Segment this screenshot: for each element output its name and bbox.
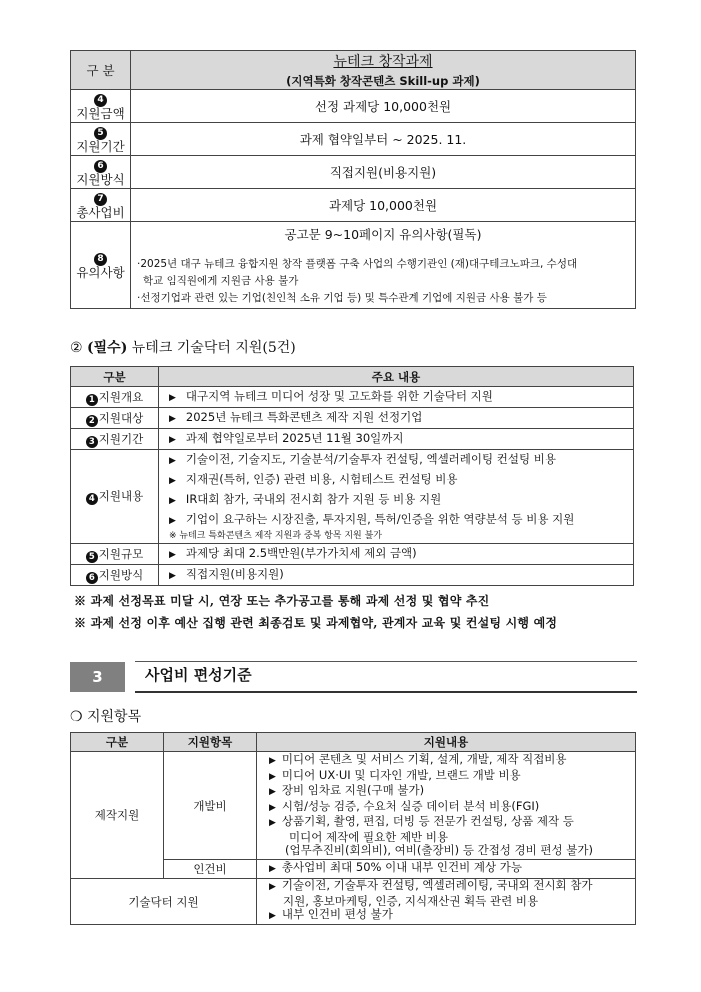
selection-note-1: ※ 과제 선정목표 미달 시, 연장 또는 추가공고를 통해 과제 선정 및 협약 추진 (74, 594, 490, 608)
triangle-bullet-icon: ▶ (269, 802, 276, 813)
row-value-period: 과제 협약일부터 ~ 2025. 11. (131, 123, 636, 156)
triangle-bullet-icon: ▶ (269, 818, 276, 829)
list-item (269, 769, 635, 785)
row-label-amount (71, 90, 131, 123)
item-text: 상품기획, 촬영, 편집, 더빙 등 전문가 컨설팅, 상품 제작 등 (281, 814, 574, 829)
list-item (269, 908, 635, 924)
item-text: IR대회 참가, 국내외 전시회 참가 지원 등 비용 지원 (185, 492, 442, 506)
item-text: 미디어 콘텐츠 및 서비스 기획, 설계, 개발, 제작 직접비용 (281, 752, 567, 767)
list-item (169, 490, 633, 510)
circled-number: 6 (86, 572, 98, 584)
circled-number: 4 (86, 493, 98, 505)
section2-heading (70, 337, 296, 357)
support-items-heading: ❍ 지원항목 (70, 709, 142, 725)
list-item (169, 470, 633, 490)
list-item (169, 510, 633, 530)
label-text: 지원기간 (98, 431, 144, 446)
circled-number: 7 (94, 193, 107, 206)
triangle-bullet-icon: ▶ (169, 550, 176, 560)
item-text: 2025년 뉴테크 특화콘텐츠 제작 지원 선정기업 (185, 410, 423, 424)
row-value-method: 직접지원(비용지원) (131, 156, 636, 189)
required-tag: (필수) (87, 340, 128, 356)
row-label-target (71, 408, 159, 429)
list-item-continued: 미디어 제작에 필요한 제반 비용 (289, 829, 449, 844)
label-text: 지원규모 (98, 546, 144, 561)
row-label-method (71, 156, 131, 189)
row-value-budget: 과제당 10,000천원 (131, 189, 636, 222)
circled-number: 5 (94, 127, 107, 140)
triangle-bullet-icon: ▶ (269, 882, 276, 893)
label-text: 지원방식 (76, 172, 125, 187)
col-header-item: 지원항목 (164, 733, 257, 752)
note-2: ·선정기업과 관련 있는 기업(친인척 소유 기업 등) 및 특수관계 기업에 지원금 사용 불가 등 (137, 292, 547, 304)
triangle-bullet-icon: ▶ (269, 787, 276, 798)
triangle-bullet-icon: ▶ (169, 456, 176, 466)
row-value-overview (159, 387, 634, 408)
budget-items-table (70, 732, 636, 925)
triangle-bullet-icon: ▶ (169, 414, 176, 424)
circled-number: 2 (86, 415, 98, 427)
item-text: 기술이전, 기술지도, 기술분석/기술투자 컨설팅, 엑셀러레이팅 컨설팅 비용 (185, 452, 556, 466)
triangle-bullet-icon: ▶ (269, 756, 276, 767)
section3-bottom-rule (135, 691, 637, 693)
section3-top-rule (135, 661, 637, 662)
item-text: 과제당 최대 2.5백만원(부가가치세 제외 금액) (185, 546, 417, 560)
header-label-cell (71, 51, 131, 90)
list-item (269, 800, 635, 816)
triangle-bullet-icon: ▶ (169, 435, 176, 445)
col-header-category: 구분 (71, 733, 164, 752)
circled-number: 8 (94, 253, 107, 266)
row-label-notes (71, 222, 131, 309)
label-text: 지원방식 (98, 567, 144, 582)
list-item-continued: 지원, 홍보마케팅, 인증, 지식재산권 획득 관련 비용 (283, 893, 539, 908)
item-text: 장비 임차료 지원(구매 불가) (281, 783, 425, 798)
label-text: 지원대상 (98, 410, 144, 425)
group-production-support: 제작지원 (71, 752, 164, 879)
section3-number-box: 3 (70, 662, 125, 692)
col-header-content: 지원내용 (257, 733, 636, 752)
item-text: 지재권(특허, 인증) 관련 비용, 시험테스트 컨설팅 비용 (185, 472, 458, 486)
row-label-content (71, 450, 159, 544)
tech-doctor-content (257, 879, 636, 925)
row-label-overview (71, 387, 159, 408)
row-value-notes (131, 222, 636, 309)
note-1-cont: 학교 임직원에게 지원금 사용 불가 (143, 275, 299, 287)
triangle-bullet-icon: ▶ (169, 571, 176, 581)
row-value-target (159, 408, 634, 429)
row-label-period (71, 123, 131, 156)
label-text: 지원기간 (76, 139, 125, 154)
item-text: 기업이 요구하는 시장진출, 투자지원, 특허/인증을 위한 역량분석 등 비용 지원 (185, 512, 575, 526)
triangle-bullet-icon: ▶ (169, 516, 176, 526)
table-title: 뉴테크 창작과제 (333, 54, 433, 70)
item-text: 기술이전, 기술투자 컨설팅, 엑셀러레이팅, 국내외 전시회 참가 (281, 878, 593, 893)
item-development-cost: 개발비 (164, 752, 257, 860)
development-cost-content (257, 752, 636, 860)
col-header-category: 구분 (71, 367, 159, 387)
label-text: 지원내용 (98, 489, 144, 503)
selection-note-2: ※ 과제 선정 이후 예산 집행 관련 최종검토 및 과제협약, 관계자 교육 및 컨설팅 시행 예정 (74, 616, 558, 630)
triangle-bullet-icon: ▶ (269, 771, 276, 782)
circled-number: 6 (94, 160, 107, 173)
item-text: 총사업비 최대 50% 이내 내부 인건비 계상 가능 (281, 860, 522, 875)
table-subtitle: (지역특화 창작콘텐츠 Skill-up 과제) (286, 74, 480, 88)
notes-title: 공고문 9~10페이지 유의사항(필독) (284, 227, 482, 242)
item-text: 내부 인건비 편성 불가 (281, 907, 393, 922)
row-value-amount: 선정 과제당 10,000천원 (131, 90, 636, 123)
item-text: 대구지역 뉴테크 미디어 성장 및 고도화를 위한 기술닥터 지원 (185, 389, 493, 403)
list-item (169, 450, 633, 470)
triangle-bullet-icon: ▶ (269, 911, 276, 922)
content-note: ※ 뉴테크 특화콘텐츠 제작 지원과 중복 항목 지원 불가 (169, 531, 383, 541)
item-labor-cost: 인건비 (164, 860, 257, 879)
row-value-scale (159, 544, 634, 565)
triangle-bullet-icon: ▶ (169, 476, 176, 486)
label-text: 지원금액 (76, 106, 125, 121)
item-text: 직접지원(비용지원) (185, 567, 284, 581)
section-number: ② (70, 340, 83, 356)
label-text: 총사업비 (76, 205, 125, 220)
row-value-method (159, 565, 634, 586)
row-label-budget (71, 189, 131, 222)
group-tech-doctor: 기술닥터 지원 (71, 879, 257, 925)
row-label-period (71, 429, 159, 450)
item-text: 미디어 UX·UI 및 디자인 개발, 브랜드 개발 비용 (281, 767, 521, 782)
circled-number: 1 (86, 394, 98, 406)
label-text: 지원개요 (98, 389, 144, 404)
list-item (269, 784, 635, 800)
support-details-table (70, 50, 636, 309)
item-text: 시험/성능 검증, 수요처 실증 데이터 분석 비용(FGI) (281, 798, 540, 813)
header-label: 구 분 (86, 63, 115, 78)
label-text: 유의사항 (76, 265, 125, 280)
row-value-period (159, 429, 634, 450)
col-header-content: 주요 내용 (159, 367, 634, 387)
row-label-scale (71, 544, 159, 565)
triangle-bullet-icon: ▶ (269, 864, 276, 875)
tech-doctor-table (70, 366, 634, 586)
row-value-content (159, 450, 634, 544)
row-label-method (71, 565, 159, 586)
triangle-bullet-icon: ▶ (169, 496, 176, 506)
triangle-bullet-icon: ▶ (169, 393, 176, 403)
circled-number: 5 (86, 551, 98, 563)
note-1: ·2025년 대구 뉴테크 융합지원 창작 플랫폼 구축 사업의 수행기관인 (재)대구테크노파크, 수성대 (137, 258, 578, 270)
item-text: 과제 협약일로부터 2025년 11월 30일까지 (185, 431, 404, 445)
list-item (269, 879, 635, 895)
section3-title: 사업비 편성기준 (145, 666, 252, 684)
list-item-continued: (업무추진비(회의비), 여비(출장비) 등 간접성 경비 편성 불가) (285, 843, 594, 858)
header-title-cell (131, 51, 636, 90)
list-item (269, 815, 635, 831)
circled-number: 3 (86, 436, 98, 448)
list-item (269, 753, 635, 769)
labor-cost-content (257, 860, 636, 879)
circled-number: 4 (94, 94, 107, 107)
section-title: 뉴테크 기술닥터 지원(5건) (131, 340, 296, 356)
